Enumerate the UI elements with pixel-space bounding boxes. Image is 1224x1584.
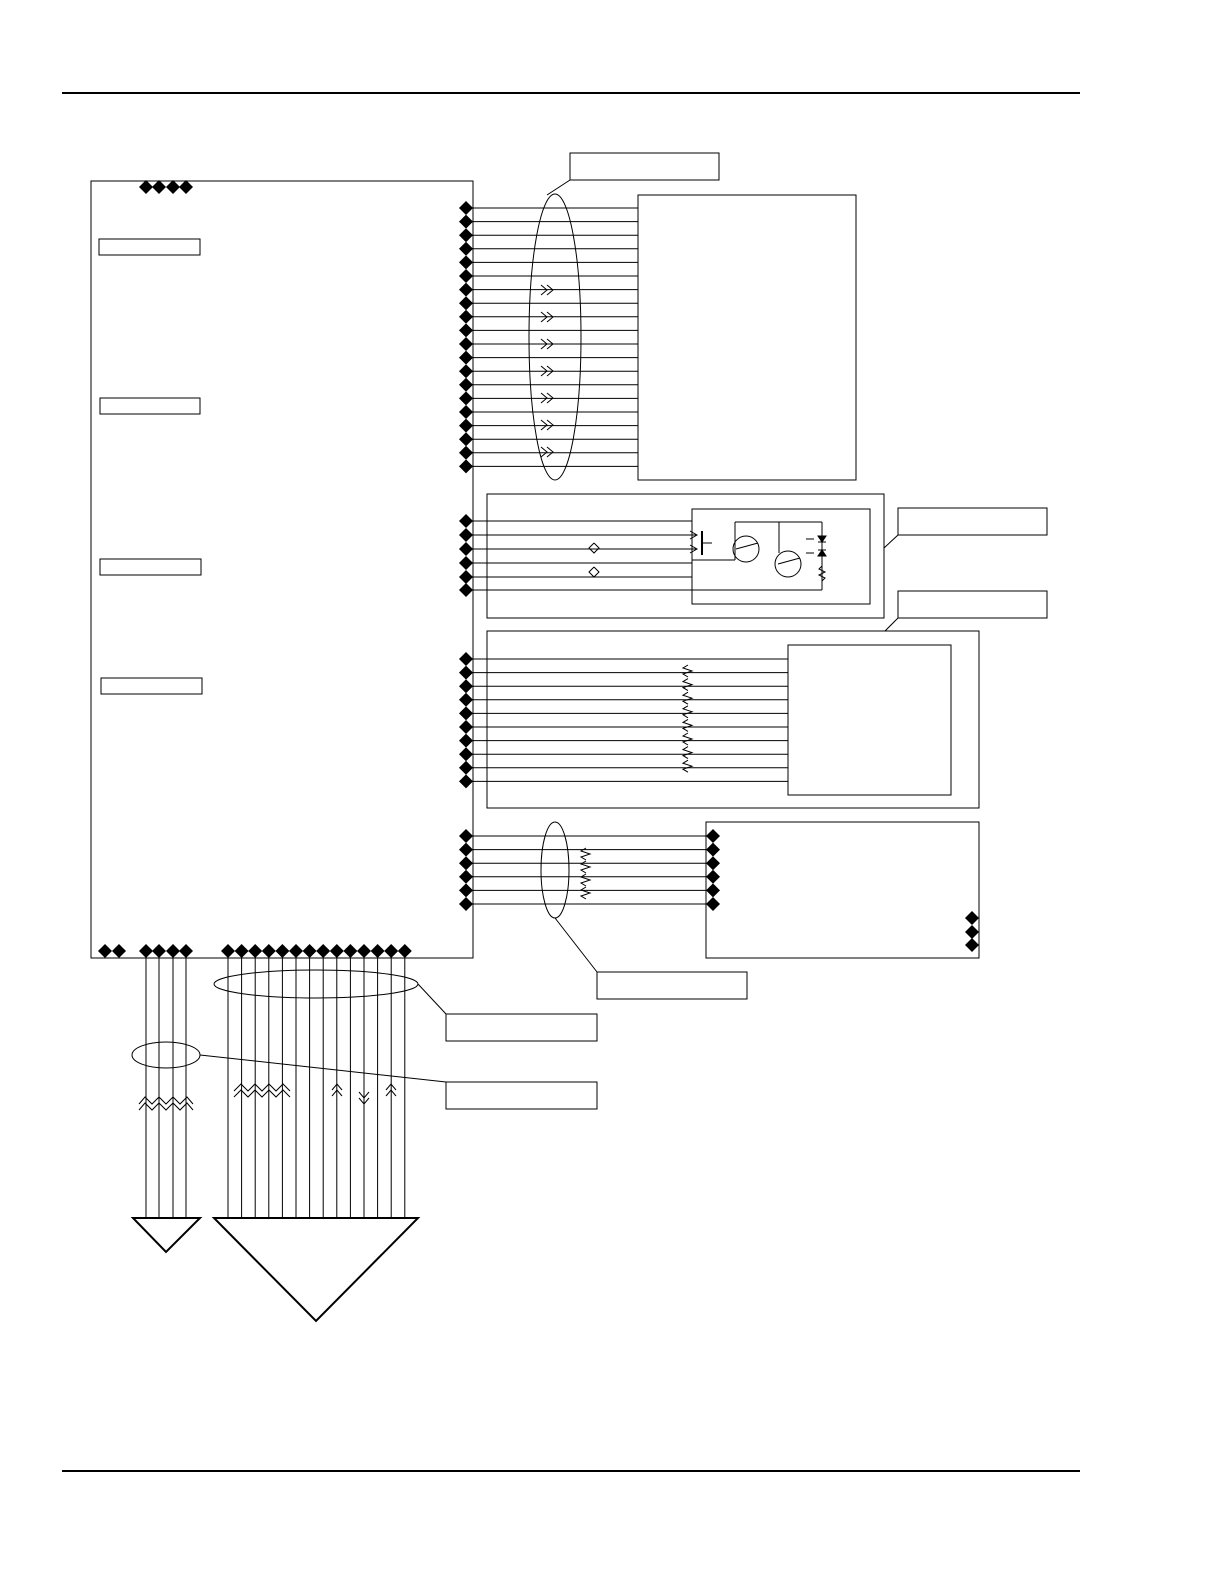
relay-connector-pin bbox=[459, 679, 473, 693]
ground-symbol-large bbox=[214, 1218, 418, 1321]
lower-block-right-pins bbox=[965, 911, 979, 952]
relay-connector-pin bbox=[459, 652, 473, 666]
bottom-large-connector-pin bbox=[303, 944, 317, 958]
bottom-large-connector-pin bbox=[330, 944, 344, 958]
optical-module-callout bbox=[884, 508, 1047, 548]
twisted-pair-icon bbox=[683, 760, 692, 772]
lower-block-right-pin bbox=[965, 911, 979, 925]
top-bus-connector-pin bbox=[459, 228, 473, 242]
led-1-icon bbox=[806, 536, 826, 542]
optical-connector-pin bbox=[459, 583, 473, 597]
relay-module-inner bbox=[788, 645, 951, 795]
lower-connector-pin bbox=[459, 856, 473, 870]
top-bus-connector-pin bbox=[459, 255, 473, 269]
bottom-pin-row bbox=[98, 944, 126, 958]
lower-target-pin bbox=[706, 883, 720, 897]
lower-connector-pin bbox=[459, 870, 473, 884]
twisted-pair-icon bbox=[683, 692, 692, 704]
bottom-large-connector-pin bbox=[316, 944, 330, 958]
top-left-connector-pin bbox=[166, 180, 180, 194]
top-bus-connector-pin bbox=[459, 364, 473, 378]
top-bus-connector-pin bbox=[459, 337, 473, 351]
relay-connector-pin bbox=[459, 761, 473, 775]
bottom-small-connector-pin bbox=[152, 944, 166, 958]
top-bus-connector-pin bbox=[459, 351, 473, 365]
lower-target-pin bbox=[706, 856, 720, 870]
lower-block-right-pin bbox=[965, 925, 979, 939]
lower-connector-pin bbox=[459, 829, 473, 843]
bottom-large-connector-pin bbox=[398, 944, 412, 958]
top-bus-connector-pin bbox=[459, 391, 473, 405]
lower-connector-pin bbox=[459, 843, 473, 857]
optical-connector-pin bbox=[459, 514, 473, 528]
bottom-small-connector-pin bbox=[166, 944, 180, 958]
optical-connector-pin bbox=[459, 528, 473, 542]
top-bus-connector-pin bbox=[459, 432, 473, 446]
bottom-large-connector-pin bbox=[343, 944, 357, 958]
twisted-pair-icon bbox=[683, 665, 692, 677]
top-bus-connector-pin bbox=[459, 283, 473, 297]
ground-symbol-small bbox=[133, 1218, 200, 1252]
optical-connector-pin bbox=[459, 556, 473, 570]
lower-connector-pin bbox=[459, 897, 473, 911]
top-bus-connector-pin bbox=[459, 215, 473, 229]
bottom-large-connector-pin bbox=[275, 944, 289, 958]
bottom-spare-pin bbox=[112, 944, 126, 958]
twisted-pair-icon bbox=[581, 887, 590, 899]
bottom-large-cable-callout bbox=[418, 984, 597, 1041]
twisted-pair-icon bbox=[234, 1084, 290, 1091]
lower-target-block bbox=[706, 822, 979, 958]
top-bus-connector-pin bbox=[459, 459, 473, 473]
twisted-pair-icon bbox=[589, 543, 599, 553]
bottom-small-cable-callout bbox=[200, 1055, 597, 1109]
top-bus-connector-pin bbox=[459, 269, 473, 283]
controller-block bbox=[91, 181, 473, 958]
signal-direction-right-icon bbox=[541, 447, 553, 457]
twisted-pair-icon bbox=[139, 1097, 193, 1104]
bottom-spare-pin bbox=[98, 944, 112, 958]
relay-connector-pin bbox=[459, 666, 473, 680]
top-left-connector-pin bbox=[152, 180, 166, 194]
controller-tag-4 bbox=[101, 678, 202, 694]
signal-direction-right-icon bbox=[541, 420, 553, 430]
bottom-large-connector-pin bbox=[289, 944, 303, 958]
top-bus-connector-pin bbox=[459, 242, 473, 256]
top-left-connector-pin bbox=[139, 180, 153, 194]
relay-connector-pin bbox=[459, 706, 473, 720]
top-left-pin-row bbox=[139, 180, 193, 194]
bottom-small-connector-pin bbox=[179, 944, 193, 958]
top-left-connector-pin bbox=[179, 180, 193, 194]
optical-connector-pin bbox=[459, 542, 473, 556]
top-bus-group bbox=[459, 201, 638, 473]
relay-line-group bbox=[459, 652, 788, 788]
bottom-large-connector-pin bbox=[235, 944, 249, 958]
top-bus-connector-pin bbox=[459, 201, 473, 215]
lower-target-pin bbox=[706, 829, 720, 843]
controller-tag-1 bbox=[99, 239, 200, 255]
bottom-large-connector-pin bbox=[262, 944, 276, 958]
twisted-pair-icon bbox=[581, 874, 590, 886]
lower-block-right-pin bbox=[965, 938, 979, 952]
twisted-pair-icon bbox=[589, 567, 599, 577]
top-bus-connector-pin bbox=[459, 378, 473, 392]
lower-target-pin bbox=[706, 897, 720, 911]
relay-connector-pin bbox=[459, 774, 473, 788]
top-bus-connector-pin bbox=[459, 446, 473, 460]
bottom-small-cable-ellipse bbox=[132, 1042, 200, 1068]
top-bus-connector-pin bbox=[459, 405, 473, 419]
twisted-pair-icon bbox=[683, 706, 692, 718]
optical-connector-pin bbox=[459, 570, 473, 584]
relay-connector-pin bbox=[459, 747, 473, 761]
bottom-small-bundle bbox=[139, 944, 193, 1218]
bottom-large-connector-pin bbox=[371, 944, 385, 958]
optical-circuit bbox=[692, 522, 826, 590]
bottom-large-connector-pin bbox=[221, 944, 235, 958]
twisted-pair-icon bbox=[683, 679, 692, 691]
top-bus-connector-pin bbox=[459, 419, 473, 433]
top-bus-connector-pin bbox=[459, 296, 473, 310]
relay-connector-pin bbox=[459, 693, 473, 707]
lower-connector-pin bbox=[459, 883, 473, 897]
bottom-large-connector-pin bbox=[384, 944, 398, 958]
lower-line-group bbox=[459, 829, 720, 911]
bottom-large-connector-pin bbox=[248, 944, 262, 958]
bottom-large-connector-pin bbox=[357, 944, 371, 958]
relay-connector-pin bbox=[459, 734, 473, 748]
top-bus-target-block bbox=[638, 195, 856, 480]
top-bus-connector-pin bbox=[459, 310, 473, 324]
twisted-pair-icon bbox=[683, 733, 692, 745]
top-bus-connector-pin bbox=[459, 323, 473, 337]
controller-tag-2 bbox=[100, 398, 200, 414]
bottom-large-cable-ellipse bbox=[214, 970, 418, 998]
twisted-pair-icon bbox=[683, 719, 692, 731]
lower-target-pin bbox=[706, 843, 720, 857]
bottom-small-connector-pin bbox=[139, 944, 153, 958]
led-2-icon bbox=[806, 550, 826, 556]
optical-line-group bbox=[459, 514, 697, 597]
twisted-pair-icon bbox=[683, 747, 692, 759]
top-cable-bundle bbox=[529, 194, 581, 480]
relay-module-callout bbox=[885, 591, 1047, 631]
controller-tag-3 bbox=[100, 559, 201, 575]
top-cable-callout bbox=[547, 153, 719, 195]
bottom-large-bundle bbox=[221, 944, 412, 1218]
lower-target-pin bbox=[706, 870, 720, 884]
relay-connector-pin bbox=[459, 720, 473, 734]
